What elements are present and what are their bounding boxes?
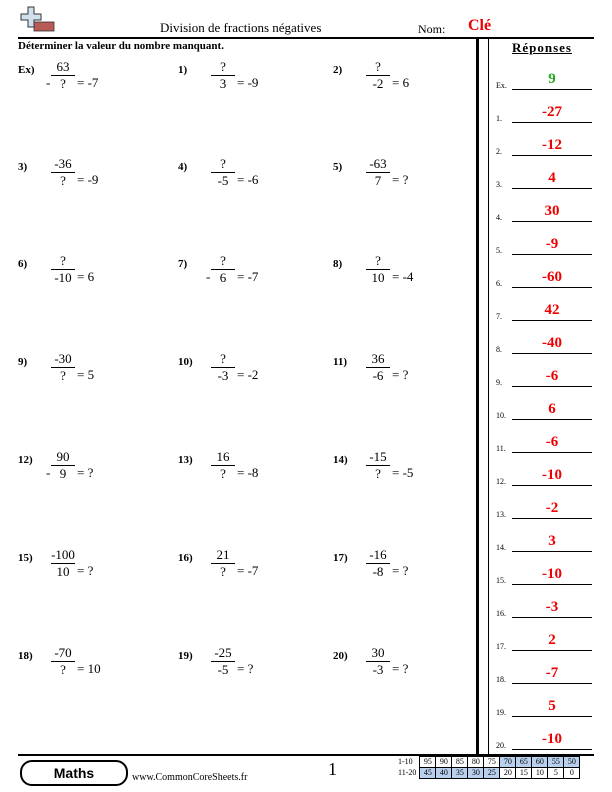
answer-label: 11. <box>496 444 506 453</box>
page-number: 1 <box>328 759 337 779</box>
equation-result: = -7 <box>237 563 259 578</box>
fraction <box>211 645 235 678</box>
answer-row <box>496 202 596 222</box>
denominator: -6 <box>372 368 384 383</box>
answer-label: 4. <box>496 213 502 222</box>
answer-line <box>512 122 592 123</box>
problem-sign: - <box>46 465 51 480</box>
answer-line <box>512 188 592 189</box>
equation-result: = -5 <box>392 465 414 480</box>
answer-label: 10. <box>496 411 506 420</box>
answer-label: 14. <box>496 543 506 552</box>
problem-sign: - <box>46 75 51 90</box>
answer-value: -10 <box>542 731 562 747</box>
problem <box>18 59 168 114</box>
answers-title: Réponses <box>511 40 572 55</box>
equation-result: = -2 <box>237 367 259 382</box>
numerator: -30 <box>54 351 72 366</box>
problem-number: 7) <box>178 258 188 270</box>
problem-number: 13) <box>178 454 193 466</box>
answer-label: 17. <box>496 642 506 651</box>
problem <box>178 449 328 504</box>
answer-label: 12. <box>496 477 506 486</box>
denominator: -5 <box>217 662 229 677</box>
answer-line <box>512 89 592 90</box>
equation-result: = 5 <box>77 367 95 382</box>
answer-value: -6 <box>545 368 559 384</box>
problem <box>178 645 328 700</box>
answer-line <box>512 650 592 651</box>
answer-label: 3. <box>496 180 502 189</box>
answer-value: -27 <box>542 104 562 120</box>
answer-row <box>496 532 596 552</box>
answer-label: 1. <box>496 114 502 123</box>
answer-line <box>512 320 592 321</box>
fraction <box>51 59 75 92</box>
site-url[interactable]: www.CommonCoreSheets.fr <box>132 772 248 783</box>
problem <box>333 156 483 211</box>
problem-number: 5) <box>333 161 343 173</box>
answer-row <box>496 598 596 618</box>
score-cell: 25 <box>484 768 500 779</box>
problem <box>178 156 328 211</box>
problem <box>18 449 168 504</box>
score-cell: 10 <box>532 768 548 779</box>
answer-value: 5 <box>548 698 556 714</box>
fraction <box>51 449 75 482</box>
denominator: 10 <box>56 564 70 579</box>
numerator: -100 <box>51 547 75 562</box>
numerator: 90 <box>56 449 70 464</box>
fraction <box>211 59 235 92</box>
answer-label: 13. <box>496 510 506 519</box>
problem <box>178 351 328 406</box>
problem <box>18 645 168 700</box>
fraction <box>211 253 235 286</box>
answer-line <box>512 221 592 222</box>
equation-result: = -7 <box>77 75 99 90</box>
answer-line <box>512 617 592 618</box>
score-cell: 90 <box>436 757 452 768</box>
denominator: ? <box>220 564 226 579</box>
fraction <box>366 449 390 482</box>
numerator: ? <box>375 253 381 268</box>
answer-label: 6. <box>496 279 502 288</box>
problem <box>18 547 168 602</box>
numerator: -70 <box>54 645 72 660</box>
problem <box>18 351 168 406</box>
score-cell: 80 <box>468 757 484 768</box>
fraction <box>51 253 75 286</box>
fraction <box>366 59 390 92</box>
numerator: ? <box>220 59 226 74</box>
answer-row <box>496 400 596 420</box>
answer-row <box>496 664 596 684</box>
score-cell: 75 <box>484 757 500 768</box>
numerator: -15 <box>369 449 387 464</box>
answer-line <box>512 353 592 354</box>
numerator: 63 <box>56 59 70 74</box>
answer-label: 15. <box>496 576 506 585</box>
problem-number: 18) <box>18 650 33 662</box>
score-row <box>396 768 580 779</box>
fraction <box>366 156 390 189</box>
equation-result: = -7 <box>237 269 259 284</box>
problem-number: 9) <box>18 356 28 368</box>
numerator: 21 <box>216 547 230 562</box>
score-cell: 30 <box>468 768 484 779</box>
answer-row <box>496 466 596 486</box>
score-cell: 85 <box>452 757 468 768</box>
numerator: -16 <box>369 547 387 562</box>
problem-number: 15) <box>18 552 33 564</box>
problem-number: Ex) <box>18 64 35 76</box>
numerator: ? <box>60 253 66 268</box>
answer-line <box>512 155 592 156</box>
denominator: -3 <box>217 368 229 383</box>
score-cell: 0 <box>564 768 580 779</box>
answer-value: 4 <box>548 170 556 186</box>
denominator: 9 <box>59 466 67 481</box>
equation-result: = -8 <box>237 465 259 480</box>
equation-result: = ? <box>77 465 94 480</box>
answer-value: -2 <box>545 500 559 516</box>
problem-number: 17) <box>333 552 348 564</box>
score-row <box>396 757 580 768</box>
answer-line <box>512 716 592 717</box>
answer-label: 19. <box>496 708 506 717</box>
answer-row <box>496 235 596 255</box>
problem <box>178 547 328 602</box>
score-cell: 95 <box>420 757 436 768</box>
score-cell: 5 <box>548 768 564 779</box>
answer-value: -10 <box>542 467 562 483</box>
answer-line <box>512 485 592 486</box>
problem <box>18 156 168 211</box>
answer-value: -3 <box>545 599 559 615</box>
answer-value: 30 <box>544 203 560 219</box>
score-cell: 20 <box>500 768 516 779</box>
problem <box>333 547 483 602</box>
equation-result: = ? <box>392 563 409 578</box>
answer-label: 7. <box>496 312 502 321</box>
fraction <box>366 351 390 384</box>
answer-value: 3 <box>548 533 556 549</box>
problem <box>333 253 483 308</box>
problem-number: 11) <box>333 356 348 368</box>
answer-line <box>512 452 592 453</box>
denominator: -3 <box>372 662 384 677</box>
score-cell: 60 <box>532 757 548 768</box>
problem-number: 12) <box>18 454 33 466</box>
numerator: ? <box>220 156 226 171</box>
problem-number: 19) <box>178 650 193 662</box>
equation-result: = ? <box>237 661 254 676</box>
score-cell: 35 <box>452 768 468 779</box>
denominator: ? <box>60 76 66 91</box>
problem <box>333 351 483 406</box>
answer-label: 18. <box>496 675 506 684</box>
denominator: ? <box>220 466 226 481</box>
score-cell: 65 <box>516 757 532 768</box>
answer-label: 20. <box>496 741 506 750</box>
problem <box>178 253 328 308</box>
problem <box>333 645 483 700</box>
answer-line <box>512 551 592 552</box>
answer-line <box>512 584 592 585</box>
score-cell: 50 <box>564 757 580 768</box>
fraction <box>366 253 390 286</box>
equation-result: = 6 <box>77 269 95 284</box>
numerator: -36 <box>54 156 72 171</box>
fraction <box>51 645 75 678</box>
answer-line <box>512 287 592 288</box>
problem-number: 8) <box>333 258 343 270</box>
answer-value: 2 <box>548 632 556 648</box>
equation-result: = ? <box>77 563 94 578</box>
answer-value: -12 <box>542 137 562 153</box>
problem-number: 10) <box>178 356 193 368</box>
problem-number: 20) <box>333 650 348 662</box>
problem-number: 16) <box>178 552 193 564</box>
problem <box>178 59 328 114</box>
problem-number: 14) <box>333 454 348 466</box>
denominator: -8 <box>372 564 384 579</box>
answer-label: 8. <box>496 345 502 354</box>
numerator: 30 <box>371 645 385 660</box>
equation-result: = ? <box>392 367 409 382</box>
answer-value: -40 <box>542 335 562 351</box>
answer-value: 42 <box>544 302 560 318</box>
problem <box>18 253 168 308</box>
equation-result: = -6 <box>237 172 259 187</box>
denominator: ? <box>60 662 66 677</box>
answer-row <box>496 136 596 156</box>
equation-result: = -9 <box>77 172 99 187</box>
fraction <box>211 351 235 384</box>
denominator: -2 <box>372 76 384 91</box>
fraction <box>51 156 75 189</box>
numerator: ? <box>220 253 226 268</box>
denominator: ? <box>60 368 66 383</box>
equation-result: = 6 <box>392 75 410 90</box>
numerator: -63 <box>369 156 387 171</box>
answer-line <box>512 518 592 519</box>
answer-row <box>496 565 596 585</box>
fraction <box>51 351 75 384</box>
problem-number: 4) <box>178 161 188 173</box>
answer-line <box>512 419 592 420</box>
denominator: -10 <box>54 270 72 285</box>
answer-line <box>512 683 592 684</box>
score-cell: 15 <box>516 768 532 779</box>
problem-number: 6) <box>18 258 28 270</box>
score-cell: 55 <box>548 757 564 768</box>
problem-number: 1) <box>178 64 188 76</box>
problem-number: 2) <box>333 64 343 76</box>
answer-row <box>496 367 596 387</box>
score-cell: 45 <box>420 768 436 779</box>
answer-value: -9 <box>545 236 559 252</box>
answer-row <box>496 499 596 519</box>
denominator: 7 <box>374 173 382 188</box>
score-row-label: 1-10 <box>398 757 413 766</box>
page-title: Division de fractions négatives <box>160 20 322 35</box>
fraction <box>211 547 235 580</box>
column-divider-thin <box>488 38 489 754</box>
answer-row <box>496 268 596 288</box>
logo-plus-icon <box>20 6 56 34</box>
answer-value: 9 <box>548 71 556 87</box>
answer-label: 16. <box>496 609 506 618</box>
problem <box>333 449 483 504</box>
answer-row <box>496 70 596 90</box>
problem-number: 3) <box>18 161 28 173</box>
denominator: -5 <box>217 173 229 188</box>
answer-value: -60 <box>542 269 562 285</box>
equation-result: = ? <box>392 661 409 676</box>
fraction <box>211 449 235 482</box>
name-label: Nom: <box>418 22 446 36</box>
answer-row <box>496 169 596 189</box>
answer-row <box>496 433 596 453</box>
numerator: 36 <box>371 351 385 366</box>
equation-result: = -4 <box>392 269 414 284</box>
answer-line <box>512 386 592 387</box>
equation-result: = -9 <box>237 75 259 90</box>
denominator: ? <box>60 173 66 188</box>
answer-row <box>496 103 596 123</box>
answer-label: 2. <box>496 147 502 156</box>
numerator: -25 <box>214 645 232 660</box>
answer-value: -10 <box>542 566 562 582</box>
answer-line <box>512 749 592 750</box>
answer-label: 5. <box>496 246 502 255</box>
score-table <box>396 756 580 779</box>
denominator: 3 <box>219 76 227 91</box>
problem-sign: - <box>206 269 211 284</box>
answer-value: 6 <box>548 401 556 417</box>
numerator: 16 <box>216 449 230 464</box>
numerator: ? <box>220 351 226 366</box>
denominator: 10 <box>371 270 385 285</box>
fraction <box>366 645 390 678</box>
instructions: Déterminer la valeur du nombre manquant. <box>18 40 224 52</box>
answer-value: -6 <box>545 434 559 450</box>
fraction <box>51 547 75 580</box>
answer-row <box>496 631 596 651</box>
subject-badge: Maths <box>20 760 128 786</box>
denominator: 6 <box>219 270 227 285</box>
name-value: Clé <box>468 17 492 34</box>
answer-label: Ex. <box>496 81 507 90</box>
denominator: ? <box>375 466 381 481</box>
fraction <box>366 547 390 580</box>
answer-row <box>496 730 596 750</box>
fraction <box>211 156 235 189</box>
score-cell: 40 <box>436 768 452 779</box>
answer-value: -7 <box>545 665 559 681</box>
numerator: ? <box>375 59 381 74</box>
answer-label: 9. <box>496 378 502 387</box>
answer-row <box>496 697 596 717</box>
score-row-label: 11-20 <box>398 768 417 777</box>
answer-row <box>496 301 596 321</box>
answer-row <box>496 334 596 354</box>
header-divider <box>18 37 594 39</box>
answer-line <box>512 254 592 255</box>
problem <box>333 59 483 114</box>
score-cell: 70 <box>500 757 516 768</box>
equation-result: = 10 <box>77 661 101 676</box>
equation-result: = ? <box>392 172 409 187</box>
